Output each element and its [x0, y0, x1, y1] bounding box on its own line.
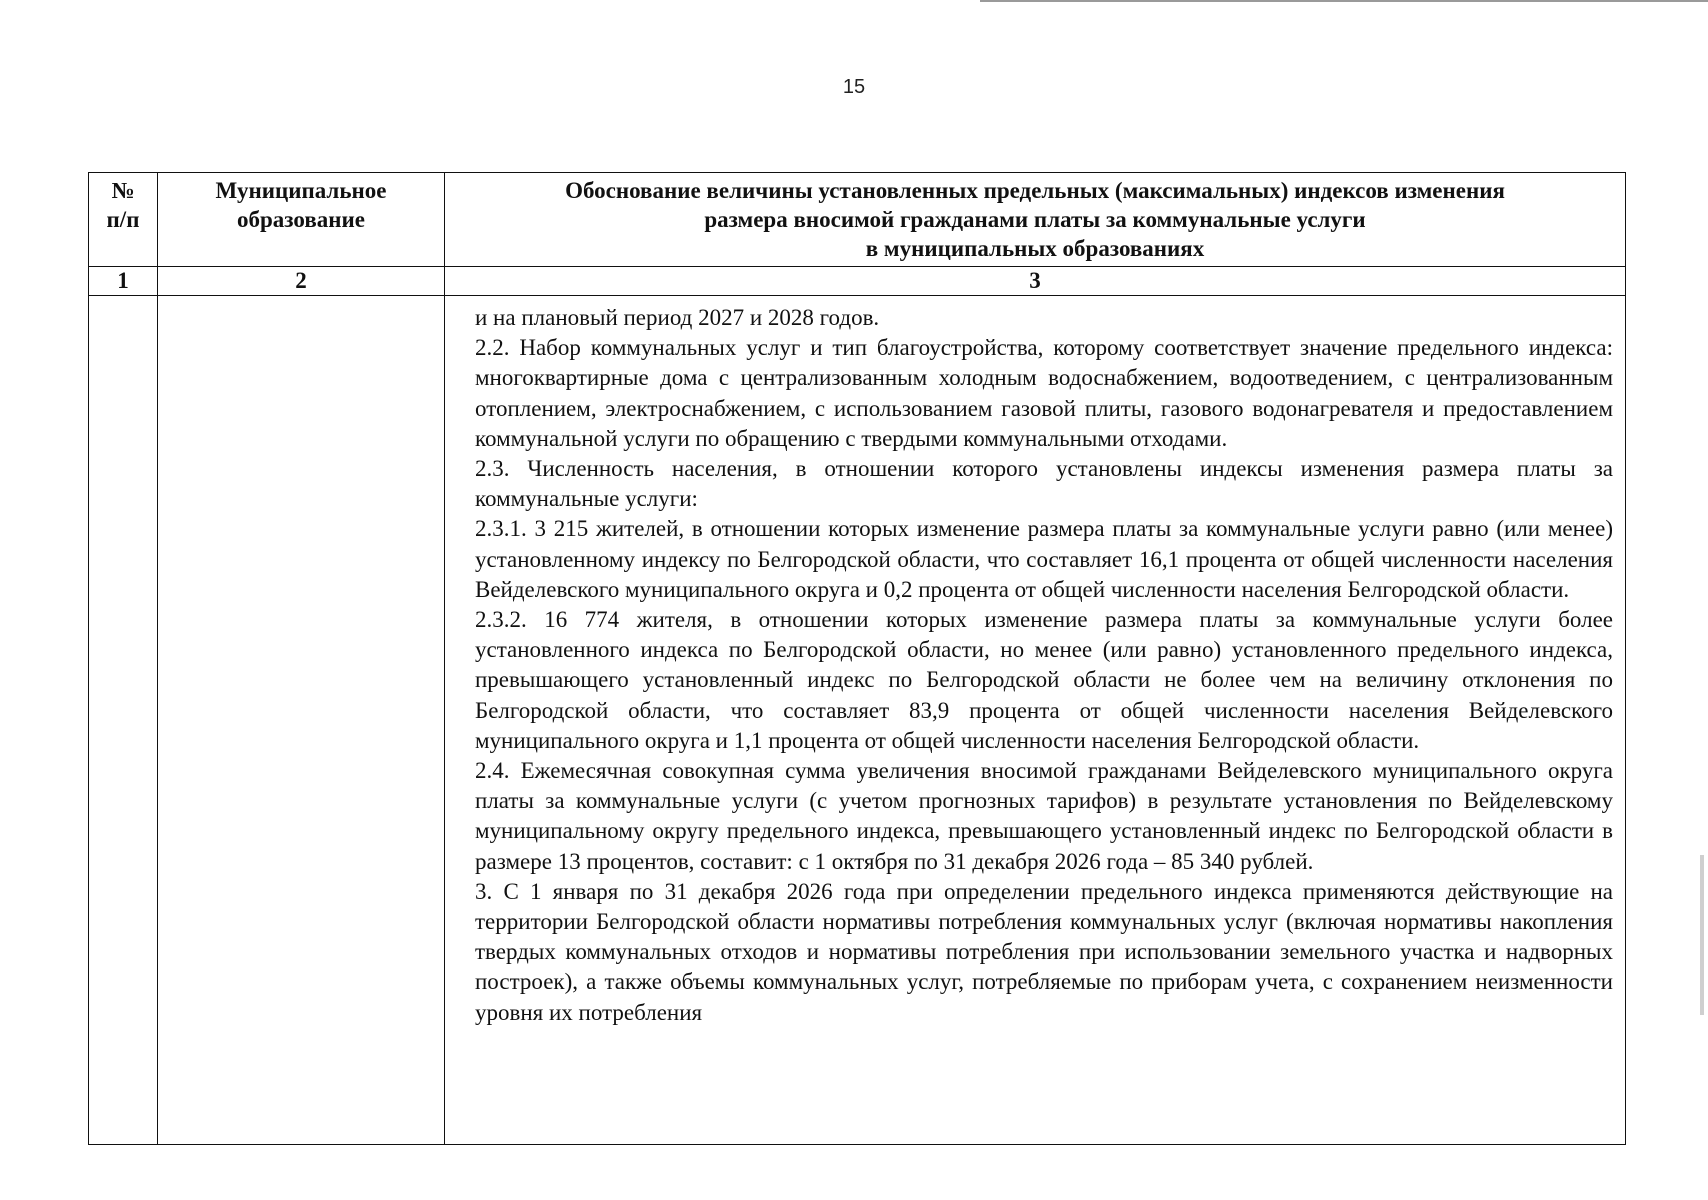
header-municipality-line1: Муниципальное: [215, 178, 387, 203]
justification-table: [88, 172, 1626, 1145]
table-row: [89, 296, 1626, 1145]
scan-edge-right: [1700, 855, 1704, 1015]
header-justification-line2: размера вносимой гражданами платы за коммунальные услуги: [704, 207, 1366, 232]
header-municipality: [158, 173, 445, 267]
header-municipality-line2: образование: [237, 207, 365, 232]
paragraph-continuation: и на плановый период 2027 и 2028 годов.: [475, 305, 880, 330]
column-number-1: 1: [89, 267, 158, 296]
column-number-3: 3: [445, 267, 1626, 296]
column-number-row: [89, 267, 1626, 296]
header-justification: [445, 173, 1626, 267]
header-number-line2: п/п: [106, 207, 140, 232]
page-number: 15: [842, 76, 866, 98]
header-number: [89, 173, 158, 267]
row-justification-cell: [445, 296, 1626, 1145]
header-number-line1: №: [111, 178, 135, 203]
header-justification-line3: в муниципальных образованиях: [865, 236, 1205, 261]
column-number-2: 2: [158, 267, 445, 296]
scan-edge-top: [980, 0, 1708, 2]
row-number-cell: [89, 296, 158, 1145]
paragraph-2-3: 2.3. Численность населения, в отношении которого установлены индексы изменения размера платы за коммунальные услуги:: [475, 456, 1613, 512]
header-justification-line1: Обоснование величины установленных предельных (максимальных) индексов изменения: [565, 178, 1505, 203]
paragraph-3: 3. С 1 января по 31 декабря 2026 года при определении предельного индекса применяются действующие на территории Белгородской области нормативы потребления коммунальных услуг (включая нормативы накопления твердых коммунальных отходов и нормативы потребления при использовании земельного участка и надворных построек), а также объемы коммунальных услуг, потребляемые по приборам учета, с сохранением неизменности уровня их потребления: [475, 878, 1613, 1025]
row-municipality-cell: [158, 296, 445, 1145]
paragraph-2-4: 2.4. Ежемесячная совокупная сумма увеличения вносимой гражданами Вейделевского муниципального округа платы за коммунальные услуги (с учетом прогнозных тарифов) в результате установления по Вейделевскому муниципальному округу предельного индекса, превышающего установленный индекс по Белгородской области в размере 13 процентов, составит: с 1 октября по 31 декабря 2026 года – 85 340 рублей.: [475, 758, 1613, 874]
paragraph-2-2: 2.2. Набор коммунальных услуг и тип благоустройства, которому соответствует значение предельного индекса: многоквартирные дома с централизованным холодным водоснабжением, водоотведением, с централизованным отоплением, электроснабжением, с использованием газовой плиты, газового водонагревателя и предоставлением коммунальной услуги по обращению с твердыми коммунальными отходами.: [475, 335, 1613, 451]
justification-text: [445, 296, 1625, 1028]
table-header-row: [89, 173, 1626, 267]
paragraph-2-3-2: 2.3.2. 16 774 жителя, в отношении которых изменение размера платы за коммунальные услуги более установленного индекса по Белгородской области, но менее (или равно) установленного предельного индекса, превышающего установленный индекс по Белгородской области не более чем на величину отклонения по Белгородской области, что составляет 83,9 процента от общей численности населения Вейделевского муниципального округа и 1,1 процента от общей численности населения Белгородской области.: [475, 607, 1613, 753]
paragraph-2-3-1: 2.3.1. 3 215 жителей, в отношении которых изменение размера платы за коммунальные услуги равно (или менее) установленному индексу по Белгородской области, что составляет 16,1 процента от общей численности населения Вейделевского муниципального округа и 0,2 процента от общей численности населения Белгородской области.: [475, 516, 1613, 602]
